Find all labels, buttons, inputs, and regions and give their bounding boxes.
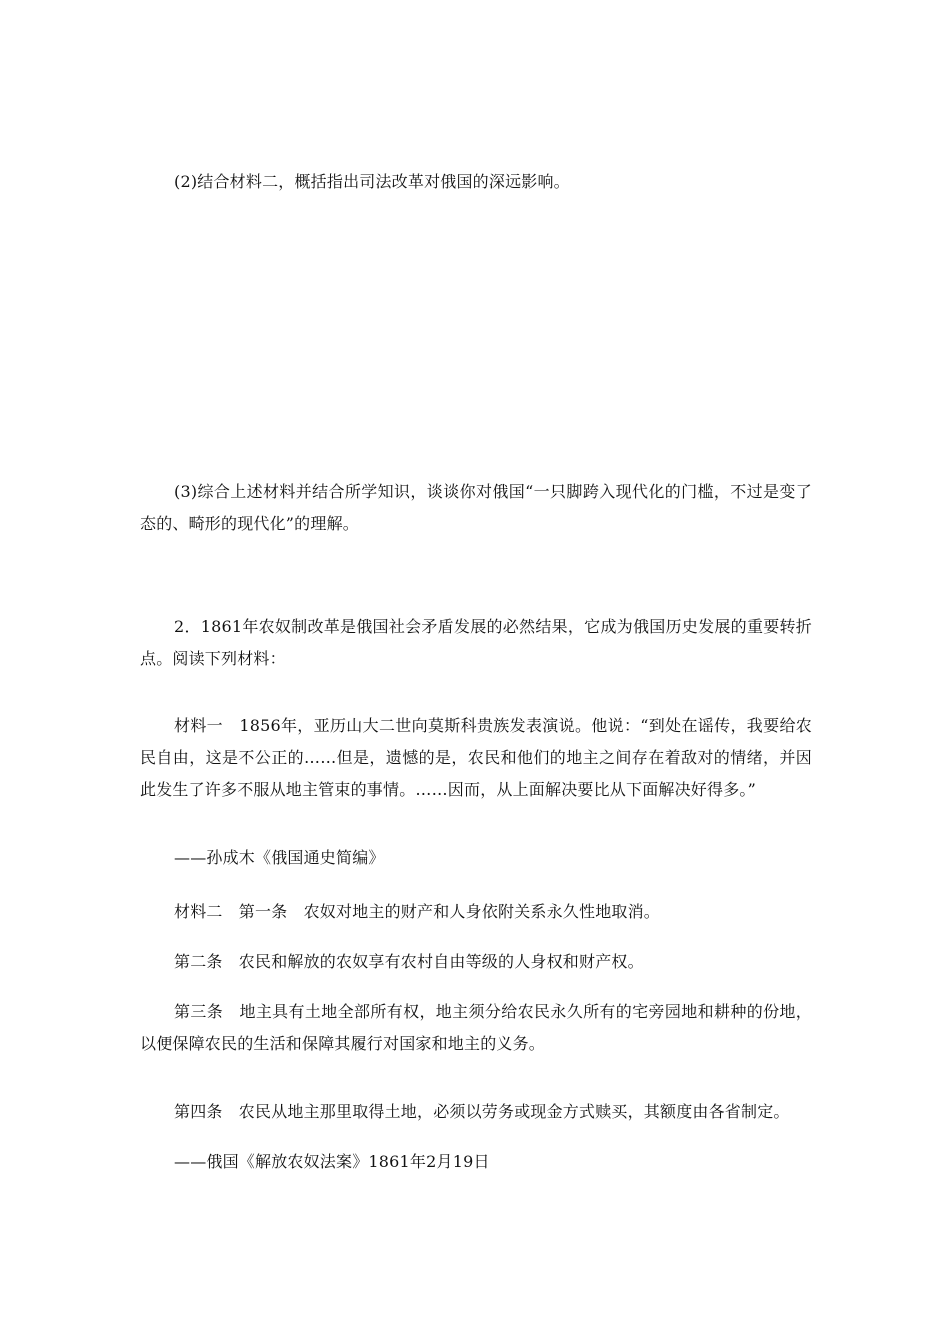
material-1-source: ——孙成木《俄国通史简编》 [174, 848, 385, 867]
material-2-source: ——俄国《解放农奴法案》1861年2月19日 [174, 1152, 490, 1171]
material-2-article-2: 第二条 农民和解放的农奴享有农村自由等级的人身权和财产权。 [174, 952, 644, 971]
material-1-text: 材料一 1856年，亚历山大二世向莫斯科贵族发表演说。他说：“到处在谣传，我要给农民自由，这是不公正的……但是，遗憾的是，农民和他们的地主之间存在着敌对的情绪，并因此发生了许多不服从地主管束的事情。……因而，从上面解决要比从下面解决好得多。” [140, 716, 812, 799]
question-2-prompt: (2)结合材料二，概括指出司法改革对俄国的深远影响。 [174, 172, 570, 191]
question-3-prompt: (3)综合上述材料并结合所学知识，谈谈你对俄国“一只脚跨入现代化的门槛，不过是变了态的、畸形的现代化”的理解。 [140, 482, 812, 533]
material-2-article-3: 第三条 地主具有土地全部所有权，地主须分给农民永久所有的宅旁园地和耕种的份地，以便保障农民的生活和保障其履行对国家和地主的义务。 [140, 1002, 812, 1053]
material-2-article-1: 材料二 第一条 农奴对地主的财产和人身依附关系永久性地取消。 [174, 902, 661, 921]
material-2-article-4: 第四条 农民从地主那里取得土地，必须以劳务或现金方式赎买，其额度由各省制定。 [174, 1102, 790, 1121]
problem-2-intro: 2．1861年农奴制改革是俄国社会矛盾发展的必然结果，它成为俄国历史发展的重要转折点。阅读下列材料： [140, 617, 812, 668]
